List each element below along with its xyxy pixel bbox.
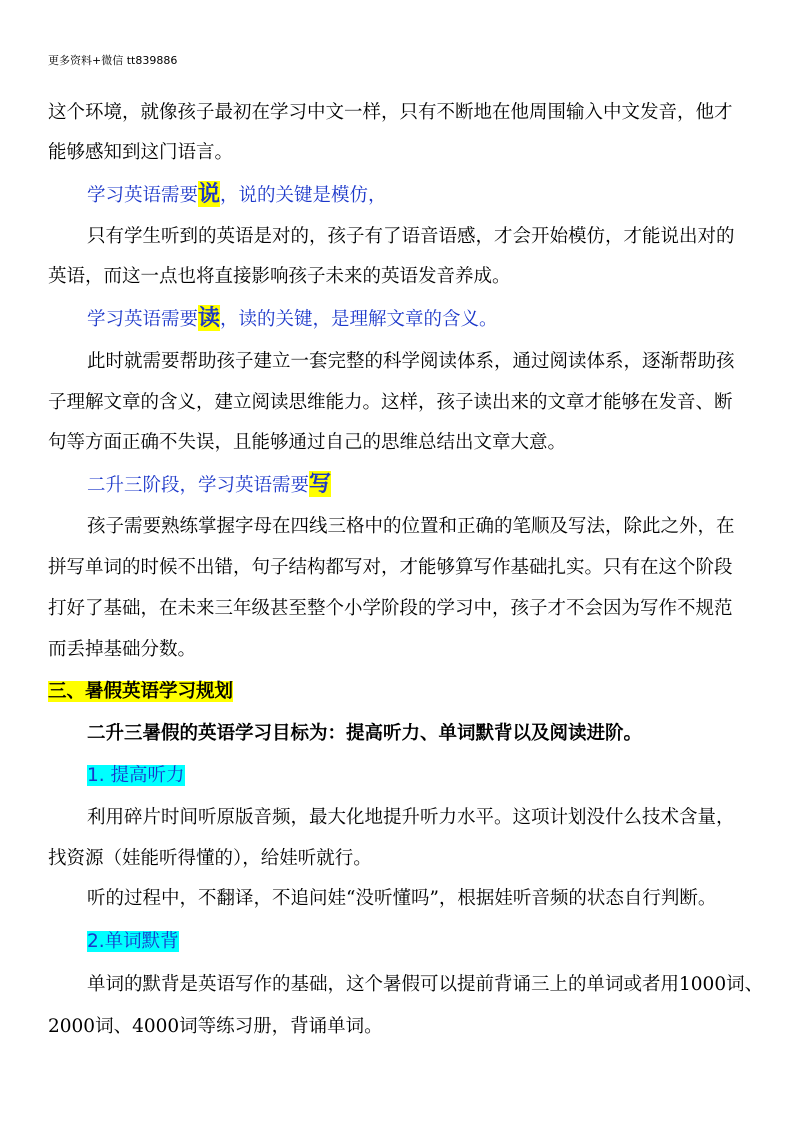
speak-heading-pre: 学习英语需要 <box>87 185 199 206</box>
paragraph-line: 这个环境，就像孩子最初在学习中文一样，只有不断地在他周围输入中文发音，他才 <box>48 102 733 123</box>
item-title: 单词默背 <box>104 931 179 952</box>
write-heading-pre: 二升三阶段，学习英语需要 <box>87 475 310 496</box>
speak-heading <box>87 182 387 208</box>
speak-keyword: 说 <box>198 181 221 207</box>
paragraph-line: 2000词、4000词等练习册，背诵单词。 <box>48 1016 383 1037</box>
item-number: 2. <box>87 931 105 952</box>
paragraph-line: 找资源（娃能听得懂的），给娃听就行。 <box>48 848 372 869</box>
item-heading-vocab-label <box>87 931 179 952</box>
speak-heading-post: ，说的关键是模仿， <box>220 185 387 206</box>
paragraph-line: 利用碎片时间听原版音频，最大化地提升听力水平。这项计划没什么技术含量， <box>87 807 735 828</box>
paragraph-line: 只有学生听到的英语是对的，孩子有了语音语感，才会开始模仿，才能说出对的 <box>87 226 735 247</box>
write-keyword: 写 <box>309 471 332 497</box>
read-heading-pre: 学习英语需要 <box>87 309 199 330</box>
item-title: 提高听力 <box>104 765 185 786</box>
read-heading <box>87 306 498 332</box>
paragraph-line: 拼写单词的时候不出错，句子结构都写对，才能够算写作基础扎实。只有在这个阶段 <box>48 557 733 578</box>
section-heading <box>48 680 233 704</box>
paragraph-line: 单词的默背是英语写作的基础，这个暑假可以提前背诵三上的单词或者用1000词、 <box>87 974 764 995</box>
item-heading-listening <box>87 764 185 788</box>
paragraph-line: 孩子需要熟练掌握字母在四线三格中的位置和正确的笔顺及写法，除此之外，在 <box>87 516 735 537</box>
goal-statement: 二升三暑假的英语学习目标为：提高听力、单词默背以及阅读进阶。 <box>87 723 643 744</box>
page-header: 更多资料+微信 tt839886 <box>48 54 178 67</box>
item-heading-listening-label <box>87 765 185 786</box>
section-heading-text: 三、暑假英语学习规划 <box>48 681 234 702</box>
paragraph-line: 此时就需要帮助孩子建立一套完整的科学阅读体系，通过阅读体系，逐渐帮助孩 <box>87 351 735 372</box>
paragraph-line: 而丢掉基础分数。 <box>48 639 197 660</box>
paragraph-line: 打好了基础，在未来三年级甚至整个小学阶段的学习中，孩子才不会因为写作不规范 <box>48 598 733 619</box>
item-heading-vocab <box>87 930 179 954</box>
item-number: 1. <box>87 765 105 786</box>
write-heading <box>87 472 331 498</box>
paragraph-line: 能够感知到这门语言。 <box>48 142 234 163</box>
paragraph-line: 句等方面正确不失误，且能够通过自己的思维总结出文章大意。 <box>48 432 567 453</box>
read-keyword: 读 <box>198 305 221 331</box>
paragraph-line: 子理解文章的含义，建立阅读思维能力。这样，孩子读出来的文章才能够在发音、断 <box>48 392 733 413</box>
paragraph-line: 听的过程中，不翻译，不追问娃“没听懂吗”，根据娃听音频的状态自行判断。 <box>87 888 717 909</box>
read-heading-post: ，读的关键，是理解文章的含义。 <box>220 309 498 330</box>
paragraph-line: 英语，而这一点也将直接影响孩子未来的英语发音养成。 <box>48 266 511 287</box>
